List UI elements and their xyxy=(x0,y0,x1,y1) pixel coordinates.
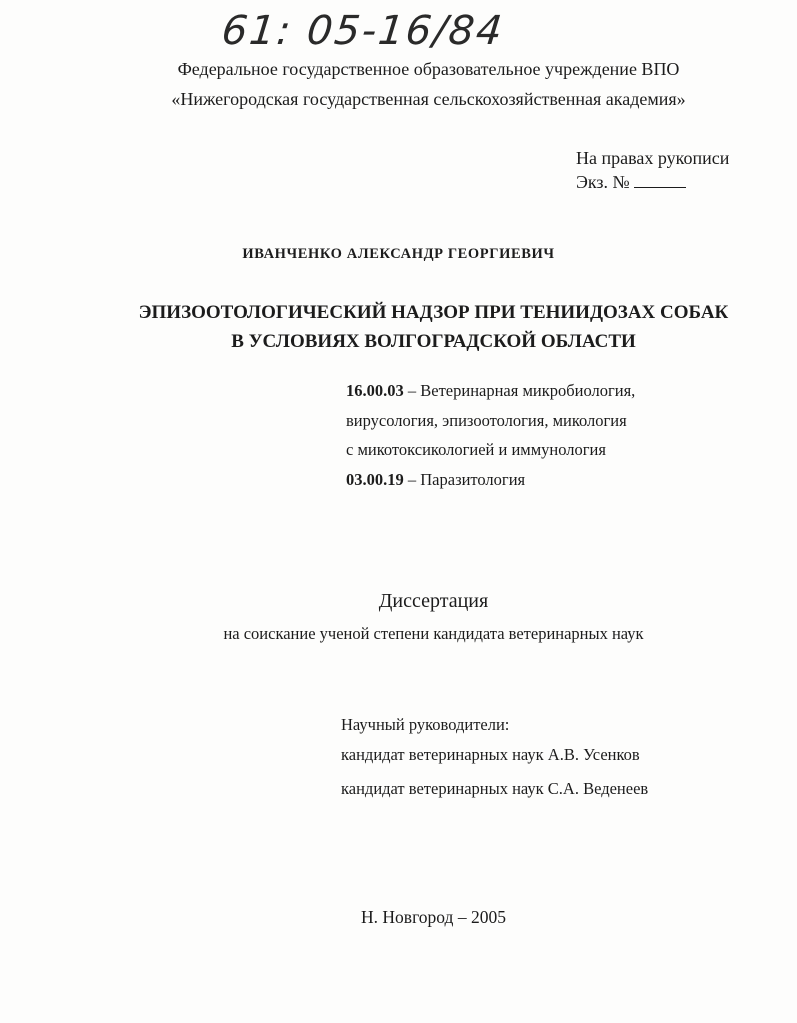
institution-line-2: «Нижегородская государственная сельскохозяйственная академия» xyxy=(171,89,686,109)
degree-statement: на соискание ученой степени кандидата ветеринарных наук xyxy=(223,624,644,643)
specialty-line xyxy=(346,440,606,460)
specialty-code: 16.00.03 xyxy=(346,381,404,400)
specialty-text: вирусология, эпизоотология, микология xyxy=(346,411,627,430)
specialty-text: с микотоксикологией и иммунология xyxy=(346,440,606,459)
handwritten-archive-number: 61: 05-16/84 xyxy=(219,8,507,54)
supervisor-item: кандидат ветеринарных наук С.А. Веденеев xyxy=(341,779,649,798)
specialty-text: – Ветеринарная микробиология, xyxy=(403,381,636,400)
place-and-year: Н. Новгород – 2005 xyxy=(361,907,506,927)
specialty-line xyxy=(346,381,635,401)
thesis-title-line-1: ЭПИЗООТОЛОГИЧЕСКИЙ НАДЗОР ПРИ ТЕНИИДОЗАХ СОБАК xyxy=(138,302,729,323)
institution-line-1: Федеральное государственное образовательное учреждение ВПО xyxy=(177,59,680,79)
thesis-title-line-2: В УСЛОВИЯХ ВОЛГОГРАДСКОЙ ОБЛАСТИ xyxy=(231,331,636,352)
manuscript-rights-note: На правах рукописи xyxy=(576,148,730,168)
specialty-line xyxy=(346,411,627,431)
specialty-line xyxy=(346,470,525,490)
author-name: ИВАНЧЕНКО АЛЕКСАНДР ГЕОРГИЕВИЧ xyxy=(242,246,555,262)
supervisor-item: кандидат ветеринарных наук А.В. Усенков xyxy=(341,745,640,764)
supervisors-heading: Научный руководители: xyxy=(341,715,510,734)
copy-number-field xyxy=(576,171,686,193)
specialty-code: 03.00.19 xyxy=(346,470,404,489)
document-type: Диссертация xyxy=(378,590,489,612)
copy-number-label: Экз. № xyxy=(576,172,630,192)
copy-number-blank-line xyxy=(634,171,686,188)
specialty-text: – Паразитология xyxy=(403,470,526,489)
